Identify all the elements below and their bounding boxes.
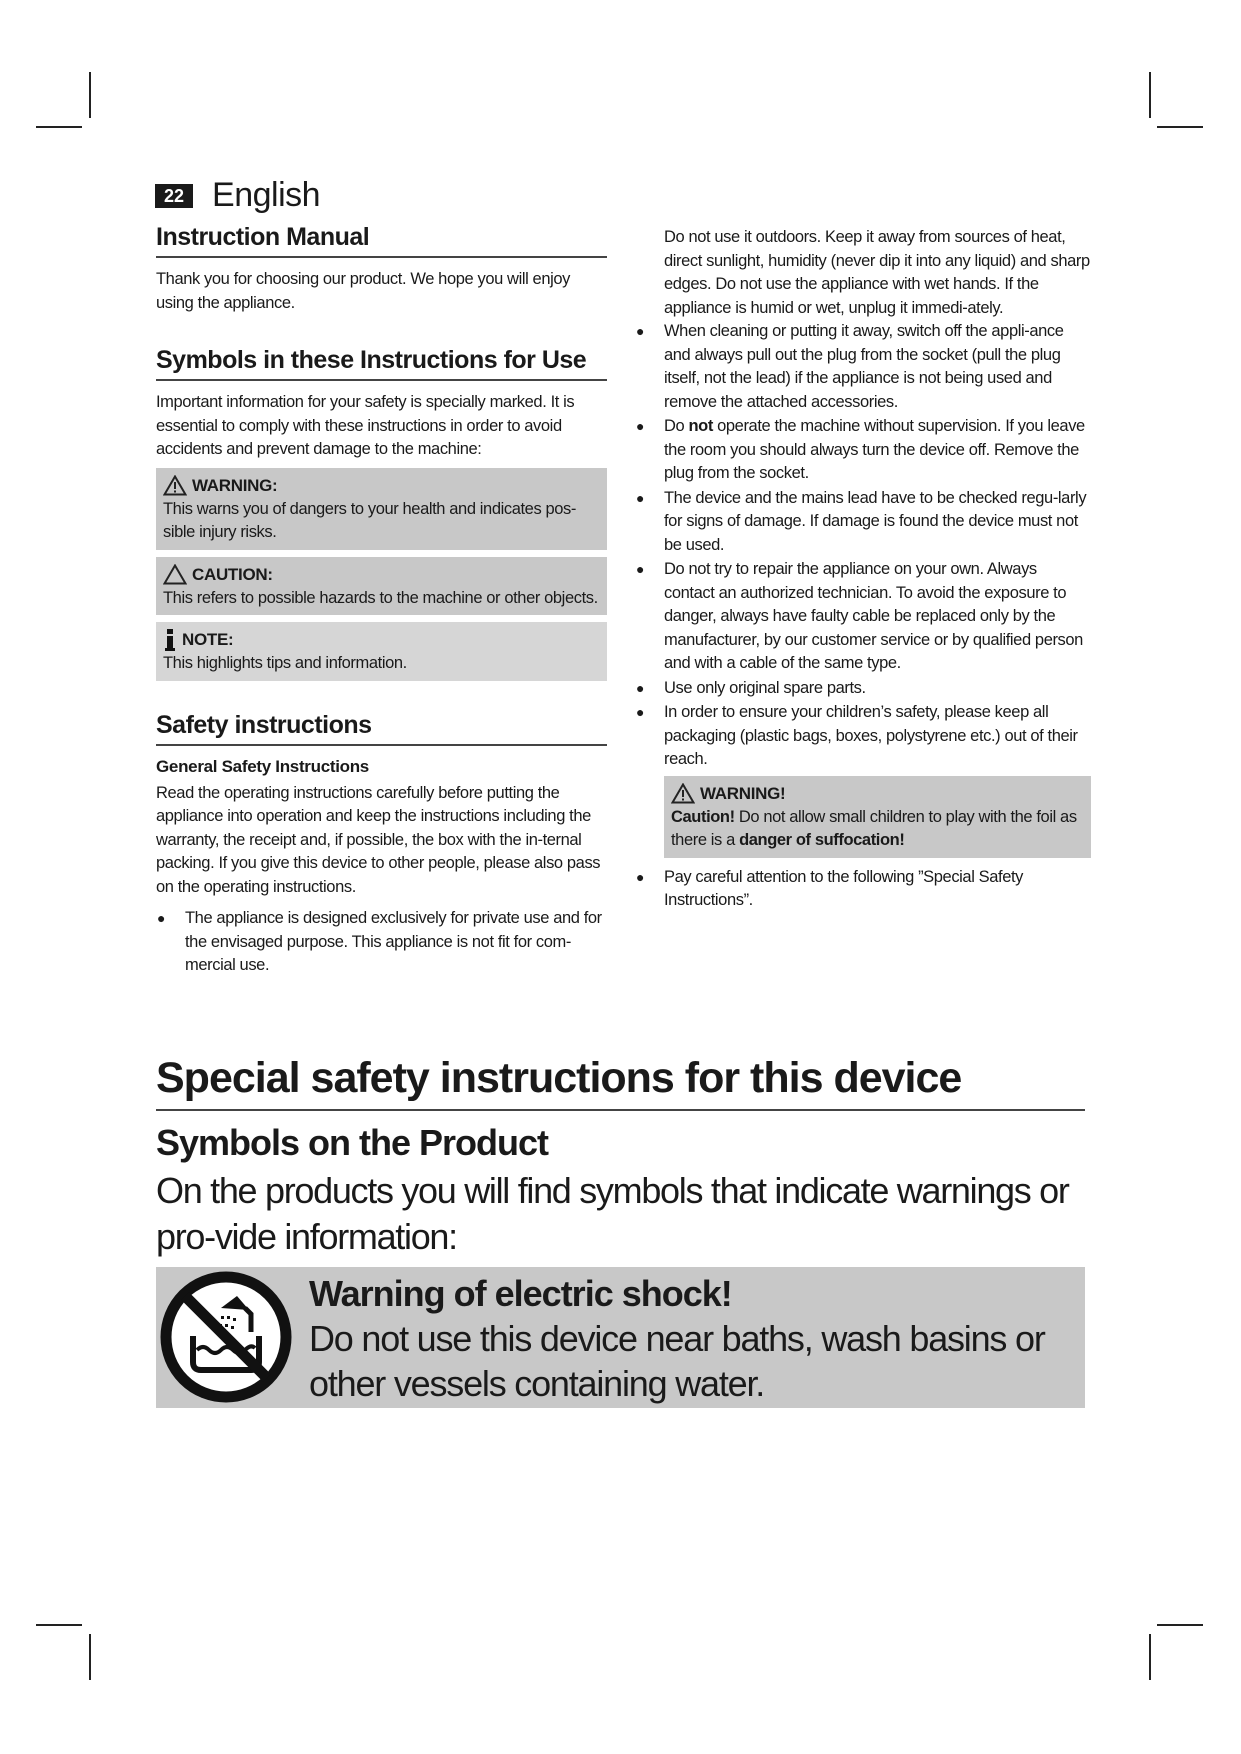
crop-mark xyxy=(89,1634,91,1680)
list-item: ● Pay careful attention to the following ”Special Safety Instructions”. xyxy=(636,867,1024,909)
symbols-product-title: Symbols on the Product xyxy=(156,1122,549,1163)
crop-mark xyxy=(1149,1634,1151,1680)
note-box xyxy=(156,622,607,681)
crop-mark xyxy=(1157,1624,1203,1626)
caution-triangle-icon xyxy=(163,564,187,585)
general-safety-text: Read the operating instructions carefully before putting the appliance into operation and keep the instructions including the warranty, the receipt and, if possible, the box with the in-ternal packing. If you give this device to other people, please also pass on the operating instructions. xyxy=(156,783,601,896)
warning-title: WARNING! xyxy=(700,783,786,803)
right-bullet-list xyxy=(634,320,1091,772)
warning-box xyxy=(156,468,607,550)
suffocation-warning-box xyxy=(664,776,1091,858)
right-column xyxy=(634,226,1091,914)
list-item: ● When cleaning or putting it away, switch off the appli-ance and always pull out the plug from the socket (pull the plug itself, not the lead) if the appliance is not being used and remove the attached accessories. xyxy=(636,322,1064,411)
caution-box xyxy=(156,557,607,616)
page-number: 22 xyxy=(155,184,193,208)
symbols-product-intro: On the products you will find symbols that indicate warnings or pro-vide information: xyxy=(156,1170,1069,1257)
continuation-text: Do not use it outdoors. Keep it away from sources of heat, direct sunlight, humidity (never dip it into any liquid) and sharp edges. Do not use the appliance with wet hands. If the appliance is humid or wet, unplug it immedi-ately. xyxy=(664,228,1090,317)
list-item: ● Use only original spare parts. xyxy=(636,678,866,697)
safety-title: Safety instructions xyxy=(156,710,607,746)
manual-title: Instruction Manual xyxy=(156,222,607,258)
crop-mark xyxy=(36,126,82,128)
intro-text: Thank you for choosing our product. We hope you will enjoy using the appliance. xyxy=(156,270,570,312)
warning-triangle-icon xyxy=(163,475,187,496)
general-safety-title: General Safety Instructions xyxy=(156,756,369,776)
info-icon xyxy=(163,628,177,652)
warning-triangle-icon xyxy=(671,783,695,804)
list-item: ● In order to ensure your children’s safety, please keep all packaging (plastic bags, boxes, polystyrene etc.) out of their reach. xyxy=(636,703,1078,768)
list-item: ● The device and the mains lead have to be checked regu-larly for signs of damage. If damage is found the device must not be used. xyxy=(636,488,1087,554)
suffocation-warning-text: Caution! Do not allow small children to play with the foil as there is a danger of suffocation! xyxy=(671,807,1077,849)
warning-text: This warns you of dangers to your health and indicates pos-sible injury risks. xyxy=(163,499,576,541)
caution-title: CAUTION: xyxy=(192,564,273,584)
left-column xyxy=(156,222,607,979)
symbols-intro: Important information for your safety is specially marked. It is essential to comply with these instructions in order to avoid accidents and prevent damage to the machine: xyxy=(156,393,575,458)
page-header xyxy=(155,176,320,215)
crop-mark xyxy=(36,1624,82,1626)
crop-mark xyxy=(89,72,91,118)
note-text: This highlights tips and information. xyxy=(163,654,407,672)
crop-mark xyxy=(1157,126,1203,128)
list-item: ● Do not operate the machine without supervision. If you leave the room you should always turn the device off. Remove the plug from the socket. xyxy=(636,417,1085,482)
warning-title: WARNING: xyxy=(192,475,278,495)
electric-shock-warning-box xyxy=(156,1267,1085,1408)
symbols-title: Symbols in these Instructions for Use xyxy=(156,345,607,381)
caution-text: This refers to possible hazards to the machine or other objects. xyxy=(163,588,598,607)
left-bullet-list xyxy=(156,907,607,978)
page-language: English xyxy=(212,176,321,214)
no-water-prohibition-icon xyxy=(159,1270,293,1404)
electric-shock-title: Warning of electric shock! xyxy=(309,1273,732,1314)
right-bullet-list-2 xyxy=(634,866,1091,913)
list-item: ● Do not try to repair the appliance on your own. Always contact an authorized technician. To avoid the exposure to danger, always have faulty cable be replaced only by the manufacturer, by our customer service or by qualified person and with a cable of the same type. xyxy=(636,560,1083,672)
list-item: ● The appliance is designed exclusively for private use and for the envisaged purpose. This appliance is not fit for com-mercial use. xyxy=(157,909,602,974)
note-title: NOTE: xyxy=(182,630,234,649)
crop-mark xyxy=(1149,72,1151,118)
electric-shock-text: Do not use this device near baths, wash basins or other vessels containing water. xyxy=(309,1318,1045,1404)
special-safety-title: Special safety instructions for this device xyxy=(156,1052,1085,1111)
